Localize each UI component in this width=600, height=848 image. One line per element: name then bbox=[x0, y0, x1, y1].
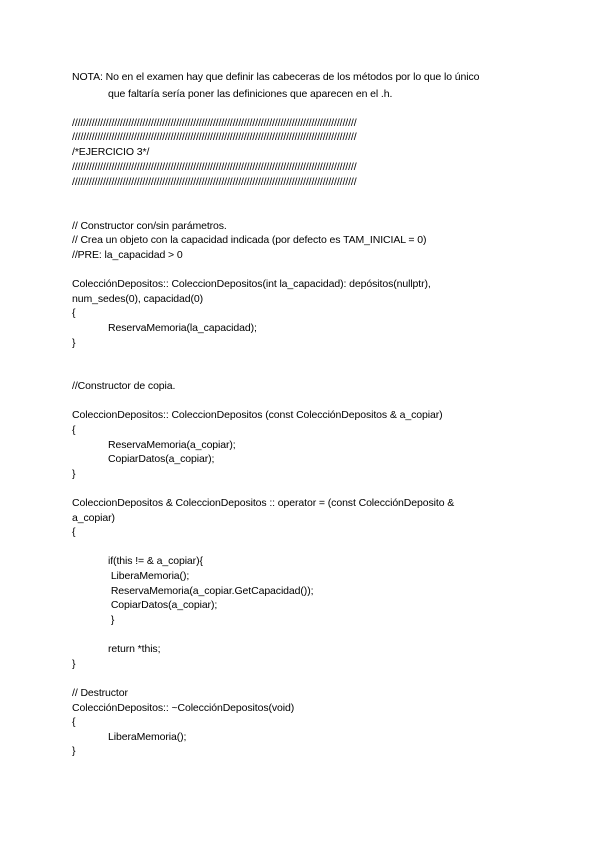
copy-constructor-signature: ColeccionDepositos:: ColeccionDepositos (const ColecciónDepositos & a_copiar) bbox=[72, 409, 443, 421]
slash-divider-1: ///////////////////////////////////////////////////////////////////////////////////////////////////// bbox=[72, 117, 357, 129]
constructor-signature-1: ColecciónDepositos:: ColeccionDepositos(int la_capacidad): depósitos(nullptr), bbox=[72, 278, 431, 290]
copy-constructor-comment: //Constructor de copia. bbox=[72, 380, 176, 392]
note-line-2: que faltaría sería poner las definiciones que aparecen en el .h. bbox=[108, 88, 393, 100]
copy-constructor-body-1: ReservaMemoria(a_copiar); bbox=[108, 439, 236, 451]
operator-signature-1: ColeccionDepositos & ColeccionDepositos :: operator = (const ColecciónDeposito & bbox=[72, 497, 455, 509]
slash-divider-2: ///////////////////////////////////////////////////////////////////////////////////////////////////// bbox=[72, 131, 357, 143]
destructor-close-brace: } bbox=[72, 745, 76, 757]
destructor-signature: ColecciónDepositos:: ~ColecciónDepositos(void) bbox=[72, 702, 295, 714]
operator-libera-line: LiberaMemoria(); bbox=[108, 570, 190, 582]
destructor-comment: // Destructor bbox=[72, 687, 128, 699]
slash-divider-3: ///////////////////////////////////////////////////////////////////////////////////////////////////// bbox=[72, 161, 357, 173]
operator-close-if-line: } bbox=[108, 614, 115, 626]
constructor-comment-3: //PRE: la_capacidad > 0 bbox=[72, 249, 183, 261]
operator-reserva-line: ReservaMemoria(a_copiar.GetCapacidad()); bbox=[108, 585, 314, 597]
copy-constructor-body-2: CopiarDatos(a_copiar); bbox=[108, 453, 215, 465]
operator-return-line: return *this; bbox=[108, 643, 161, 655]
constructor-body-line: ReservaMemoria(la_capacidad); bbox=[108, 322, 257, 334]
ejercicio-title: /*EJERCICIO 3*/ bbox=[72, 146, 150, 158]
slash-divider-4: ///////////////////////////////////////////////////////////////////////////////////////////////////// bbox=[72, 176, 357, 188]
operator-if-line: if(this != & a_copiar){ bbox=[108, 555, 203, 567]
constructor-close-brace: } bbox=[72, 337, 76, 349]
operator-copiar-line: CopiarDatos(a_copiar); bbox=[108, 599, 218, 611]
destructor-body-line: LiberaMemoria(); bbox=[108, 731, 187, 743]
constructor-comment-1: // Constructor con/sin parámetros. bbox=[72, 220, 227, 232]
constructor-comment-2: // Crea un objeto con la capacidad indicada (por defecto es TAM_INICIAL = 0) bbox=[72, 234, 427, 246]
note-line-1: NOTA: No en el examen hay que definir las cabeceras de los métodos por lo que lo único bbox=[72, 71, 480, 83]
constructor-open-brace: { bbox=[72, 307, 76, 319]
operator-open-brace: { bbox=[72, 526, 76, 538]
copy-constructor-open-brace: { bbox=[72, 424, 76, 436]
operator-signature-2: a_copiar) bbox=[72, 512, 115, 524]
destructor-open-brace: { bbox=[72, 716, 76, 728]
copy-constructor-close-brace: } bbox=[72, 468, 76, 480]
operator-close-brace: } bbox=[72, 658, 76, 670]
constructor-signature-2: num_sedes(0), capacidad(0) bbox=[72, 293, 204, 305]
